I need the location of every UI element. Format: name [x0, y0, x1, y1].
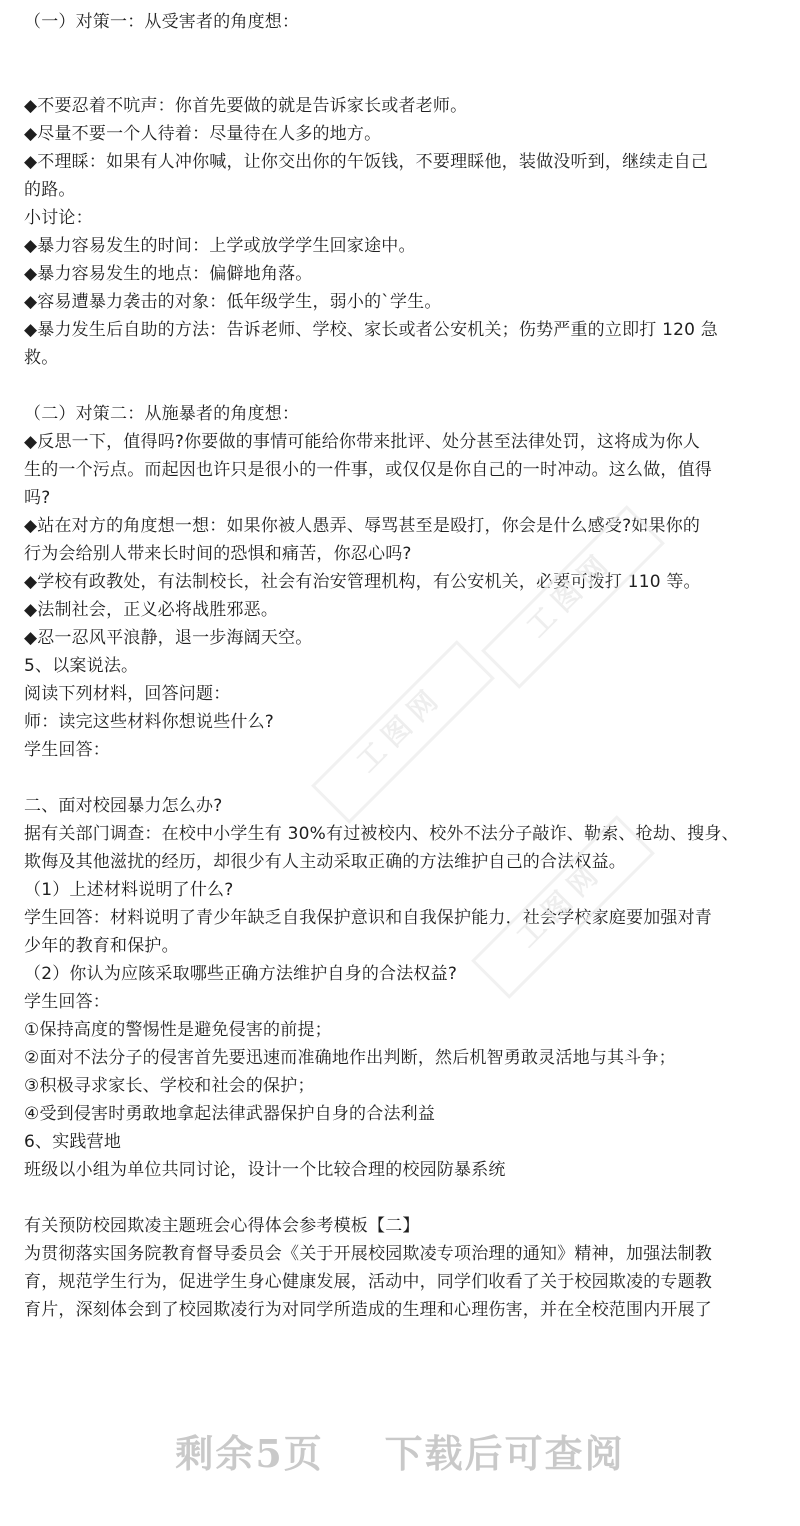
document-line: 据有关部门调查：在校中小学生有 30%有过被校内、校外不法分子敲诈、勒索、抢劫、搜身、 — [24, 824, 739, 844]
document-line: ◆暴力发生后自助的方法：告诉老师、学校、家长或者公安机关；伤势严重的立即打 120 急 — [24, 320, 718, 340]
document-line: 育，规范学生行为，促进学生身心健康发展，活动中，同学们收看了关于校园欺凌的专题教 — [24, 1272, 712, 1292]
document-line: 行为会给别人带来长时间的恐惧和痛苦，你忍心吗? — [24, 544, 412, 564]
watermark: 工图网 — [481, 505, 665, 689]
document-line: 欺侮及其他滋扰的经历，却很少有人主动采取正确的方法维护自己的合法权益。 — [24, 852, 626, 872]
document-line: 有关预防校园欺凌主题班会心得体会参考模板【二】 — [24, 1216, 420, 1236]
watermark: 工图网 — [471, 815, 655, 999]
document-line: 救。 — [24, 348, 59, 368]
document-line: ◆暴力容易发生的时间：上学或放学学生回家途中。 — [24, 236, 416, 256]
document-line: 6、实践营地 — [24, 1132, 122, 1152]
document-line: 学生回答：材料说明了青少年缺乏自我保护意识和自我保护能力，社会学校家庭要加强对青 — [24, 908, 712, 928]
document-line: ◆容易遭暴力袭击的对象：低年级学生，弱小的`学生。 — [24, 292, 442, 312]
document-line: ◆不要忍着不吭声：你首先要做的就是告诉家长或者老师。 — [24, 96, 468, 116]
document-line: 学生回答： — [24, 992, 110, 1012]
document-line: 少年的教育和保护。 — [24, 936, 179, 956]
document-line: ◆尽量不要一个人待着：尽量待在人多的地方。 — [24, 124, 382, 144]
document-line: ◆暴力容易发生的地点：偏僻地角落。 — [24, 264, 313, 284]
document-line: 育片，深刻体会到了校园欺凌行为对同学所造成的生理和心理伤害，并在全校范围内开展了 — [24, 1300, 712, 1320]
document-line: ◆不理睬：如果有人冲你喊，让你交出你的午饭钱，不要理睬他，装做没听到，继续走自己 — [24, 152, 709, 172]
document-line: ◆学校有政教处，有法制校长，社会有治安管理机构，有公安机关，必要可拨打 110 等。 — [24, 572, 701, 592]
document-line: ◆法制社会，正义必将战胜邪恶。 — [24, 600, 279, 620]
document-line: （一）对策一：从受害者的角度想： — [24, 12, 300, 32]
document-line: 阅读下列材料，回答问题： — [24, 684, 231, 704]
document-line: 学生回答： — [24, 740, 110, 760]
document-line: （2）你认为应陔采取哪些正确方法维护自身的合法权益? — [24, 964, 458, 984]
document-line: ◆站在对方的角度想一想：如果你被人愚弄、辱骂甚至是殴打，你会是什么感受?如果你的 — [24, 516, 701, 536]
document-line: 的路。 — [24, 180, 76, 200]
document-line: 二、面对校园暴力怎么办? — [24, 796, 223, 816]
document-line: 生的一个污点。而起因也许只是很小的一件事，或仅仅是你自己的一时冲动。这么做，值得 — [24, 460, 712, 480]
document-line: ②面对不法分子的侵害首先要迅速而准确地作出判断，然后机智勇敢灵活地与其斗争； — [24, 1048, 676, 1068]
document-line: ◆忍一忍风平浪静，退一步海阔天空。 — [24, 628, 313, 648]
document-line: 为贯彻落实国务院教育督导委员会《关于开展校园欺凌专项治理的通知》精神，加强法制教 — [24, 1244, 712, 1264]
remaining-pages-notice[interactable]: 剩余5页 下载后可查阅 — [175, 1431, 625, 1476]
document-line: 5、以案说法。 — [24, 656, 139, 676]
document-line: （二）对策二：从施暴者的角度想： — [24, 404, 300, 424]
document-line: ③积极寻求家长、学校和社会的保护； — [24, 1076, 315, 1096]
document-line: ◆反思一下，值得吗?你要做的事情可能给你带来批评、处分甚至法律处罚，这将成为你人 — [24, 432, 701, 452]
document-line: 小讨论： — [24, 208, 93, 228]
document-line: （1）上述材料说明了什么? — [24, 880, 234, 900]
document-line: 师：读完这些材料你想说些什么? — [24, 712, 275, 732]
document-line: ④受到侵害时勇敢地拿起法律武器保护自身的合法利益 — [24, 1104, 436, 1124]
document-line: ①保持高度的警惕性是避免侵害的前提； — [24, 1020, 332, 1040]
watermark: 工图网 — [311, 640, 495, 824]
document-line: 吗? — [24, 488, 51, 508]
document-line: 班级以小组为单位共同讨论，设计一个比较合理的校园防暴系统 — [24, 1160, 506, 1180]
